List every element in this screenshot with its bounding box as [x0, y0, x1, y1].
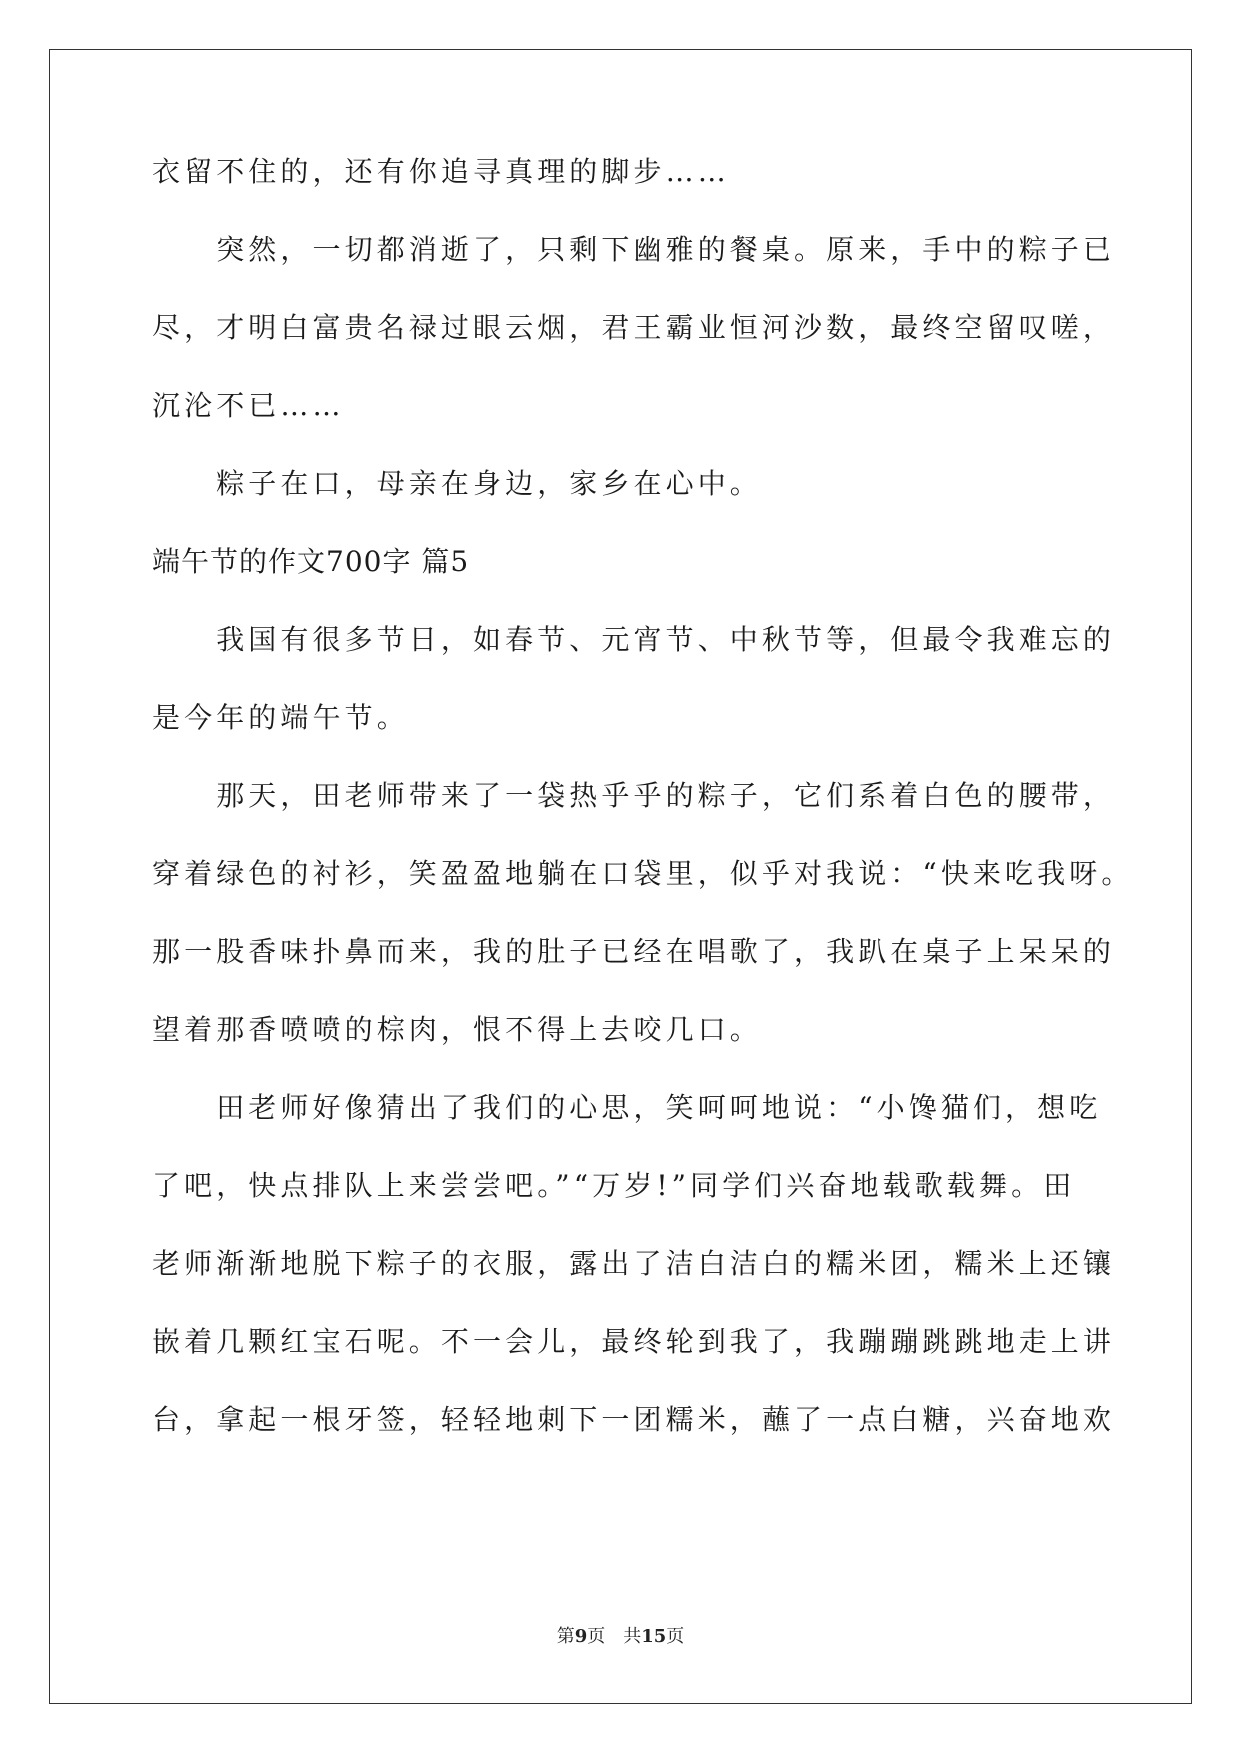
text-line: 那一股香味扑鼻而来，我的肚子已经在唱歌了，我趴在桌子上呆呆的 — [152, 935, 1116, 968]
text-line: 望着那香喷喷的棕肉，恨不得上去咬几口。 — [152, 1013, 762, 1046]
page-mid: 页 共 — [587, 1626, 642, 1647]
text-line: 我国有很多节日，如春节、元宵节、中秋节等，但最令我难忘的 — [152, 623, 1116, 656]
page-current: 9 — [574, 1626, 588, 1647]
text-line: 嵌着几颗红宝石呢。不一会儿，最终轮到我了，我蹦蹦跳跳地走上讲 — [152, 1325, 1116, 1358]
text-line: 是今年的端午节。 — [152, 701, 409, 734]
text-line: 老师渐渐地脱下粽子的衣服，露出了洁白洁白的糯米团，糯米上还镶 — [152, 1247, 1116, 1280]
text-line: 穿着绿色的衬衫，笑盈盈地躺在口袋里，似乎对我说：“快来吃我呀。 — [152, 857, 1134, 890]
page-prefix: 第 — [556, 1626, 575, 1647]
section-heading: 端午节的作文700字 篇5 — [152, 545, 470, 578]
text-line: 衣留不住的，还有你追寻真理的脚步…… — [152, 155, 730, 188]
text-line: 田老师好像猜出了我们的心思，笑呵呵地说：“小馋猫们，想吃 — [152, 1091, 1102, 1124]
text-line: 台，拿起一根牙签，轻轻地刺下一团糯米，蘸了一点白糖，兴奋地欢 — [152, 1403, 1116, 1436]
text-line: 了吧，快点排队上来尝尝吧。”“万岁!”同学们兴奋地载歌载舞。田 — [152, 1169, 1076, 1202]
text-line: 粽子在口，母亲在身边，家乡在心中。 — [152, 467, 762, 500]
page-total: 15 — [641, 1626, 667, 1647]
text-line: 沉沦不已…… — [152, 389, 345, 422]
text-line: 那天，田老师带来了一袋热乎乎的粽子，它们系着白色的腰带， — [152, 779, 1116, 812]
page-footer — [0, 1625, 1241, 1649]
text-line: 尽，才明白富贵名禄过眼云烟，君王霸业恒河沙数，最终空留叹嗟， — [152, 311, 1116, 344]
page-suffix: 页 — [666, 1626, 685, 1647]
text-line: 突然，一切都消逝了，只剩下幽雅的餐桌。原来，手中的粽子已 — [152, 233, 1116, 266]
